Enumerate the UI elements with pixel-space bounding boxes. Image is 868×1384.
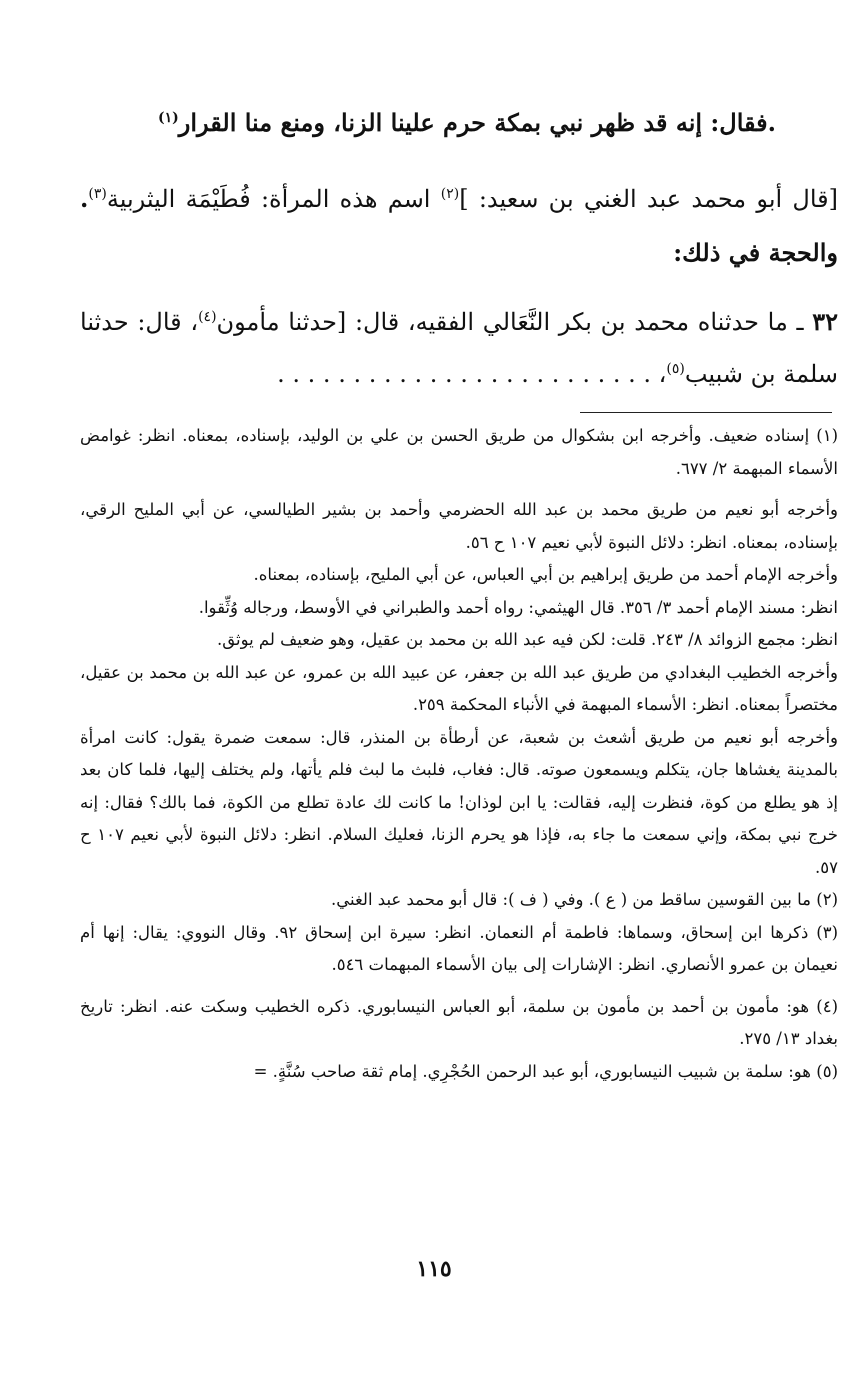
footnote-4: (٤) هو: مأمون بن أحمد بن مأمون بن سلمة، أبو العباس النيسابوري. ذكره الخطيب وسكت عنه. انظر: تاريخ بغداد ١٣/ ٢٧٥. xyxy=(80,996,838,1048)
main-text: فقال: إنه قد ظهر نبي بمكة حرم علينا الزنا، ومنع منا القرار xyxy=(178,108,768,137)
main-text: ـ ما حدثناه محمد بن بكر النَّعَالي الفقيه، قال: [حدثنا مأمون xyxy=(216,308,813,336)
main-text: ، قال: حدثنا سلمة بن شبيب xyxy=(80,308,838,388)
footnote-1-continued: وأخرجه أبو نعيم من طريق محمد بن عبد الله الحضرمي وأحمد بن بشير الطيالسي، عن أبي المليح الرقي، بإسناده، بمعناه. انظر: دلائل النبوة لأبي نعيم ١٠٧ ح ٥٦. xyxy=(80,500,838,552)
hadith-number: ٣٢ xyxy=(812,307,838,336)
page-number: ١١٥ xyxy=(416,1256,452,1282)
footnote-1: (١) إسناده ضعيف. وأخرجه ابن بشكوال من طريق الحسن بن علي بن الوليد، بإسناده، بمعناه. انظر: غوامض الأسماء المبهمة ٢/ ٦٧٧. xyxy=(80,426,838,478)
footnote-ref-3: (٣) xyxy=(88,186,107,202)
main-text-line-1 xyxy=(158,108,776,137)
footnote-1-continued: وأخرجه أبو نعيم من طريق أشعث بن شعبة، عن أرطأة بن المنذر، قال: سمعت ضمرة يقول: كانت امرأة بالمدينة يغشاها جان، يتكلم ويسمعون صوته. قال: فغاب، فلبث ما لبث فلم يأتها، ولم يختلف إليها، فلما كان بعد إذ هو يطلع من كوة، فنظرت إليه، فقالت: يا ابن لوذان! ما كانت لك عادة تطلع من الكوة، فما بالك؟ فقال: إنه خرج نبي بمكة، وإني سمعت ما جاء به، فإذا هو يحرم الزنا، فعليك السلام. انظر: دلائل النبوة لأبي نعيم ١٠٧ ح ٥٧. xyxy=(80,727,838,877)
main-text-paragraph-3 xyxy=(80,296,838,400)
main-text: [قال أبو محمد عبد الغني بن سعيد: ] xyxy=(459,185,838,213)
footnote-ref-4: (٤) xyxy=(198,309,217,325)
footnote-ref-5: (٥) xyxy=(666,361,685,377)
footnote-2: (٢) ما بين القوسين ساقط من ( ع ). وفي ( ف ): قال أبو محمد عبد الغني. xyxy=(331,890,838,909)
footnote-5: (٥) هو: سلمة بن شبيب النيسابوري، أبو عبد الرحمن الحُجْرِي. إمام ثقة صاحب سُنَّةٍ. = xyxy=(253,1061,838,1081)
footnote-ref-2: (٢) xyxy=(440,186,460,202)
footnote-1-continued: انظر: مجمع الزوائد ٨/ ٢٤٣. قلت: لكن فيه عبد الله بن محمد بن عقيل، وهو ضعيف لم يوثق. xyxy=(216,630,838,649)
footnotes xyxy=(80,420,838,1088)
main-text: . xyxy=(767,108,776,137)
footnote-1-continued: انظر: مسند الإمام أحمد ٣/ ٣٥٦. قال الهيثمي: رواه أحمد والطبراني في الأوسط، ورجاله وُثِّقوا. xyxy=(198,597,838,617)
main-text-paragraph-2 xyxy=(80,172,838,280)
footnote-1-continued: وأخرجه الإمام أحمد من طريق إبراهيم بن أبي العباس، عن أبي المليح، بإسناده، بمعناه. xyxy=(253,565,838,584)
main-text: ، . . . . . . . . . . . . . . . . . . . . . . . . . xyxy=(277,360,667,388)
footnote-ref-1: (١) xyxy=(157,110,179,126)
main-text: . والحجة في ذلك: xyxy=(80,184,838,267)
footnote-separator xyxy=(580,412,832,413)
main-text: اسم هذه المرأة: فُطَيْمَة اليثربية xyxy=(106,185,441,213)
footnote-3: (٣) ذكرها ابن إسحاق، وسماها: فاطمة أم النعمان. انظر: سيرة ابن إسحاق ٩٢. وقال النووي: يقال: إنها أم نعيمان بن عمرو الأنصاري. انظر: الإشارات إلى بيان الأسماء المبهمات ٥٤٦. xyxy=(80,922,838,974)
footnote-1-continued: وأخرجه الخطيب البغدادي من طريق عبد الله بن جعفر، عن عبيد الله بن عمرو، عن عبد الله بن محمد بن عقيل، مختصراً بمعناه. انظر: الأسماء المبهمة في الأنباء المحكمة ٢٥٩. xyxy=(80,662,838,714)
